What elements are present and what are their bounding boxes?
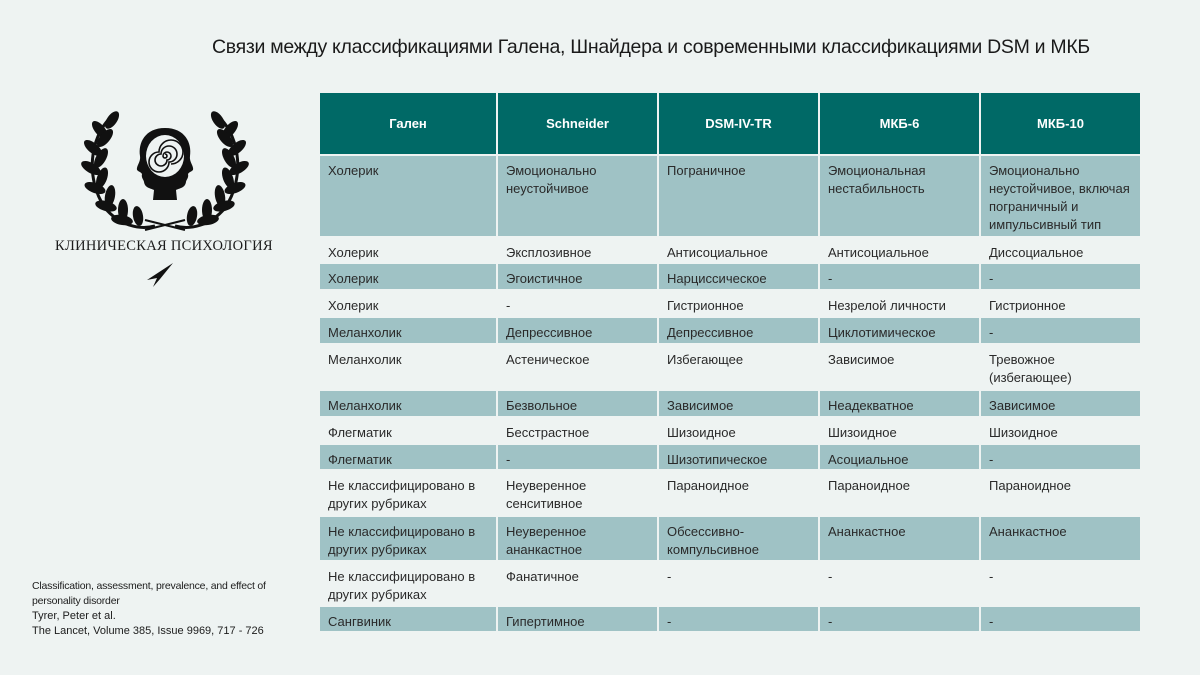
cell: Не классифицировано в других рубриках [320,516,497,561]
cell: Гипертимное [497,606,658,632]
cell: Нарциссическое [658,263,819,290]
cell: - [497,290,658,317]
table-row [320,561,1140,606]
header-icd10: МКБ-10 [980,93,1140,155]
cell: Гистрионное [658,290,819,317]
cell: Параноидное [819,470,980,516]
cell: Шизотипическое [658,444,819,470]
cell: Параноидное [980,470,1140,516]
cell: Безвольное [497,390,658,417]
cell: Обсессивно-компульсивное [658,516,819,561]
cell: Асоциальное [819,444,980,470]
cell: Циклотимическое [819,317,980,344]
cell: Флегматик [320,417,497,444]
cell: Параноидное [658,470,819,516]
table-row [320,263,1140,290]
cell: Сангвиник [320,606,497,632]
cell: - [819,263,980,290]
cell: Холерик [320,263,497,290]
cell: Пограничное [658,155,819,237]
cell: Эксплозивное [497,237,658,263]
table-row [320,155,1140,237]
cell: Ананкастное [819,516,980,561]
cell: Антисоциальное [658,237,819,263]
cell: - [819,606,980,632]
cell: Эгоистичное [497,263,658,290]
header-schneider: Schneider [497,93,658,155]
cell: - [980,263,1140,290]
cell: - [819,561,980,606]
cell: Неадекватное [819,390,980,417]
citation [32,579,266,639]
cell: Неуверенное сенситивное [497,470,658,516]
table-row [320,606,1140,632]
cell: Зависимое [980,390,1140,417]
cell: Шизоидное [658,417,819,444]
cell: Бесстрастное [497,417,658,444]
cell: Избегающее [658,344,819,390]
cell: Эмоционально неустойчивое, включая пограничный и импульсивный тип [980,155,1140,237]
table-row [320,317,1140,344]
cell: Тревожное (избегающее) [980,344,1140,390]
header-galen: Гален [320,93,497,155]
two-heads-spiral-icon [137,128,193,200]
cell: - [980,444,1140,470]
table-row [320,290,1140,317]
citation-journal: The Lancet, Volume 385, Issue 9969, 717 - 726 [32,625,264,637]
table-row [320,237,1140,263]
cell: Шизоидное [980,417,1140,444]
laurel-wreath-icon [50,108,280,238]
cell: Меланхолик [320,344,497,390]
cell: Холерик [320,237,497,263]
cell: Зависимое [819,344,980,390]
cell: Не классифицировано в других рубриках [320,561,497,606]
cell: Холерик [320,290,497,317]
citation-authors: Tyrer, Peter et al. [32,610,116,622]
cell: Зависимое [658,390,819,417]
cell: Неуверенное ананкастное [497,516,658,561]
header-dsm: DSM-IV-TR [658,93,819,155]
table-row [320,390,1140,417]
citation-title-line2: personality disorder [32,595,120,607]
cell: Эмоциональная нестабильность [819,155,980,237]
table-row [320,470,1140,516]
cell: - [497,444,658,470]
cell: Диссоциальное [980,237,1140,263]
table-row [320,444,1140,470]
cell: Гистрионное [980,290,1140,317]
citation-title-line1: Classification, assessment, prevalence, and effect of [32,580,266,592]
cell: Депрессивное [497,317,658,344]
table-row [320,344,1140,390]
cell: Астеническое [497,344,658,390]
header-icd6: МКБ-6 [819,93,980,155]
cell: Холерик [320,155,497,237]
table-row [320,516,1140,561]
cell: - [980,561,1140,606]
cell: - [658,606,819,632]
cell: Ананкастное [980,516,1140,561]
cell: Флегматик [320,444,497,470]
slide-title: Связи между классификациями Галена, Шнайдера и современными классификациями DSM и МКБ [212,36,1090,58]
cell: Эмоционально неустойчивое [497,155,658,237]
cell: Меланхолик [320,390,497,417]
logo-text: КЛИНИЧЕСКАЯ ПСИХОЛОГИЯ [55,238,273,254]
cell: Депрессивное [658,317,819,344]
cell: Антисоциальное [819,237,980,263]
cell: Не классифицировано в других рубриках [320,470,497,516]
cell: Шизоидное [819,417,980,444]
cell: Фанатичное [497,561,658,606]
table-header-row [320,93,1140,155]
cell: - [980,606,1140,632]
paper-plane-icon [146,262,174,293]
cell: - [980,317,1140,344]
cell: Незрелой личности [819,290,980,317]
classification-table [320,93,1140,633]
cell: - [658,561,819,606]
cell: Меланхолик [320,317,497,344]
table-row [320,417,1140,444]
